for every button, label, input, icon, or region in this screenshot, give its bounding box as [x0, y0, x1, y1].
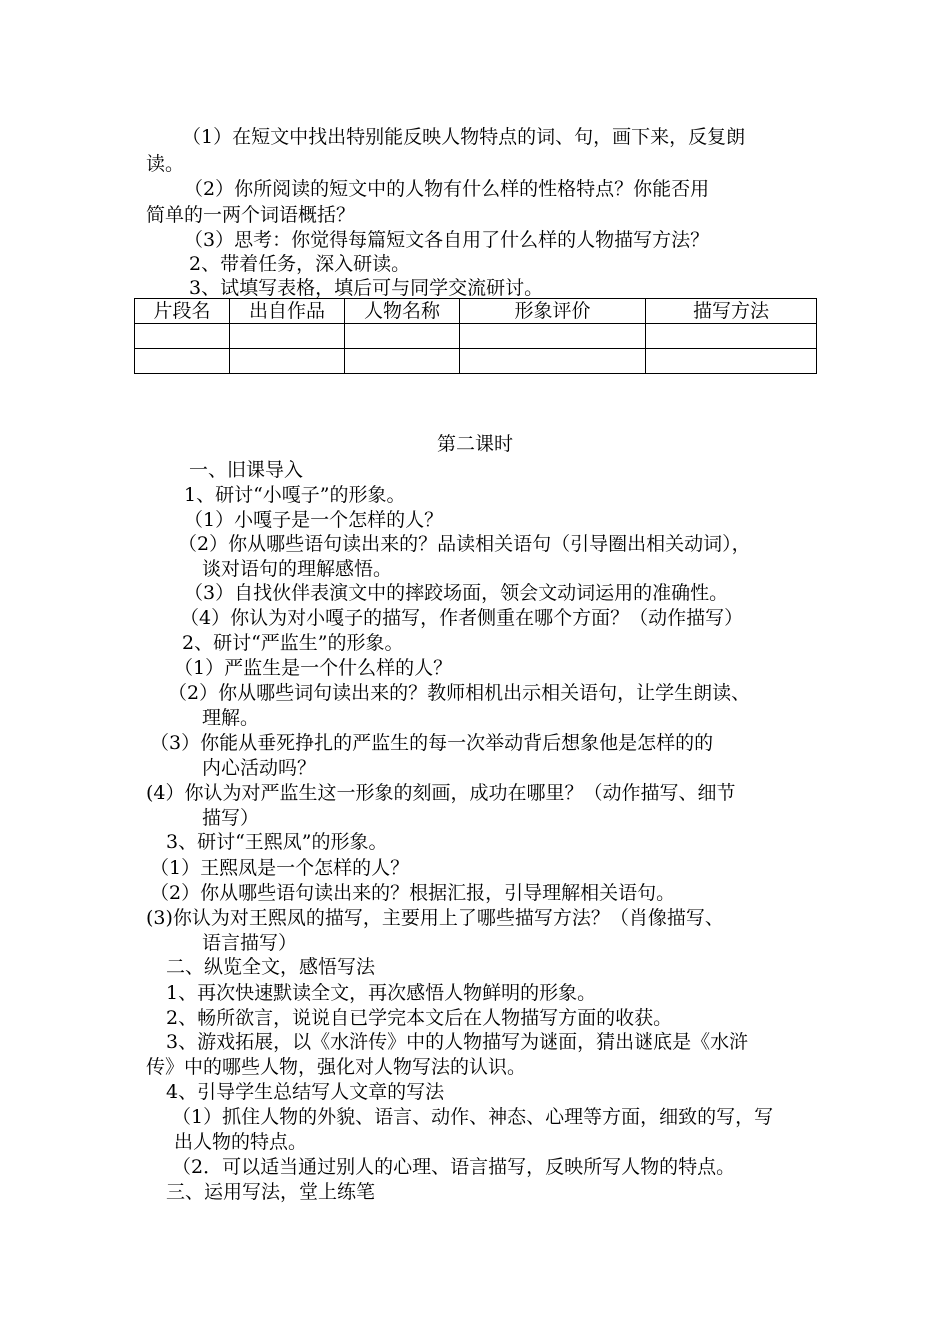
paragraph-line: （1）在短文中找出特别能反映人物特点的词、句，画下来，反复朗 — [182, 126, 746, 148]
table-row — [135, 349, 817, 374]
heading: 二、纵览全文，感悟写法 — [166, 956, 376, 978]
heading: 一、旧课导入 — [189, 459, 304, 481]
table-cell — [646, 324, 817, 349]
paragraph-line: 4、引导学生总结写人文章的写法 — [166, 1081, 445, 1103]
table-cell — [135, 349, 230, 374]
table-cell — [460, 324, 646, 349]
table-cell — [230, 349, 345, 374]
paragraph-line: 读。 — [146, 153, 185, 175]
paragraph-line: （2．可以适当通过别人的心理、语言描写，反映所写人物的特点。 — [172, 1156, 736, 1178]
paragraph-line: （3）自找伙伴表演文中的摔跤场面，领会文动词运用的准确性。 — [184, 582, 729, 604]
paragraph-line: 谈对语句的理解感悟。 — [202, 558, 393, 580]
table-header-cell: 人物名称 — [345, 299, 460, 324]
paragraph-line: （1）小嘎子是一个怎样的人？ — [184, 509, 444, 531]
paragraph-line: 2、研讨“严监生”的形象。 — [182, 632, 404, 654]
paragraph-line: （1）严监生是一个什么样的人？ — [174, 657, 453, 679]
paragraph-line: 理解。 — [202, 707, 260, 729]
paragraph-line: 简单的一两个词语概括？ — [146, 204, 356, 226]
paragraph-line: 3、研讨“王熙凤”的形象。 — [166, 831, 388, 853]
paragraph-line: 传》中的哪些人物，强化对人物写法的认识。 — [146, 1056, 527, 1078]
table-cell — [345, 324, 460, 349]
table-header-cell: 形象评价 — [460, 299, 646, 324]
paragraph-line: （4）你认为对小嘎子的描写，作者侧重在哪个方面？（动作描写） — [180, 607, 744, 629]
section-title: 第二课时 — [436, 433, 513, 455]
paragraph-line: 1、再次快速默读全文，再次感悟人物鲜明的形象。 — [166, 982, 597, 1004]
paragraph-line: (4）你认为对严监生这一形象的刻画，成功在哪里？（动作描写、细节 — [146, 782, 736, 804]
paragraph-line: （1）王熙凤是一个怎样的人？ — [150, 857, 410, 879]
table-cell — [230, 324, 345, 349]
paragraph-line: 3、试填写表格，填后可与同学交流研讨。 — [189, 277, 544, 299]
paragraph-line: （3）思考：你觉得每篇短文各自用了什么样的人物描写方法？ — [184, 229, 710, 251]
paragraph-line: 语言描写） — [202, 932, 298, 954]
paragraph-line: 3、游戏拓展，以《水浒传》中的人物描写为谜面，猜出谜底是《水浒 — [166, 1031, 749, 1053]
table-cell — [135, 324, 230, 349]
paragraph-line: (3)你认为对王熙凤的描写，主要用上了哪些描写方法？（肖像描写、 — [146, 907, 724, 929]
table-header-cell: 片段名 — [135, 299, 230, 324]
table-cell — [646, 349, 817, 374]
table-cell — [460, 349, 646, 374]
paragraph-line: 2、带着任务，深入研读。 — [189, 253, 411, 275]
paragraph-line: 1、研讨“小嘎子”的形象。 — [184, 484, 406, 506]
table-row — [135, 324, 817, 349]
paragraph-line: （2）你从哪些语句读出来的？品读相关语句（引导圈出相关动词）， — [178, 533, 751, 555]
paragraph-line: 内心活动吗？ — [202, 757, 317, 779]
paragraph-line: （2）你从哪些词句读出来的？教师相机出示相关语句，让学生朗读、 — [168, 682, 751, 704]
paragraph-line: （3）你能从垂死挣扎的严监生的每一次举动背后想象他是怎样的的 — [150, 732, 714, 754]
table-cell — [345, 349, 460, 374]
paragraph-line: 2、畅所欲言，说说自已学完本文后在人物描写方面的收获。 — [166, 1007, 673, 1029]
heading: 三、运用写法，堂上练笔 — [166, 1181, 376, 1203]
paragraph-line: （2）你从哪些语句读出来的？根据汇报，引导理解相关语句。 — [150, 882, 676, 904]
paragraph-line: 描写） — [202, 807, 260, 829]
table-header-cell: 描写方法 — [646, 299, 817, 324]
table-header-row — [135, 299, 817, 324]
paragraph-line: 出人物的特点。 — [174, 1131, 308, 1153]
table-header-cell: 出自作品 — [230, 299, 345, 324]
summary-table — [134, 298, 817, 374]
paragraph-line: （1）抓住人物的外貌、语言、动作、神态、心理等方面，细致的写，写 — [172, 1106, 774, 1128]
paragraph-line: （2）你所阅读的短文中的人物有什么样的性格特点？你能否用 — [184, 178, 710, 200]
